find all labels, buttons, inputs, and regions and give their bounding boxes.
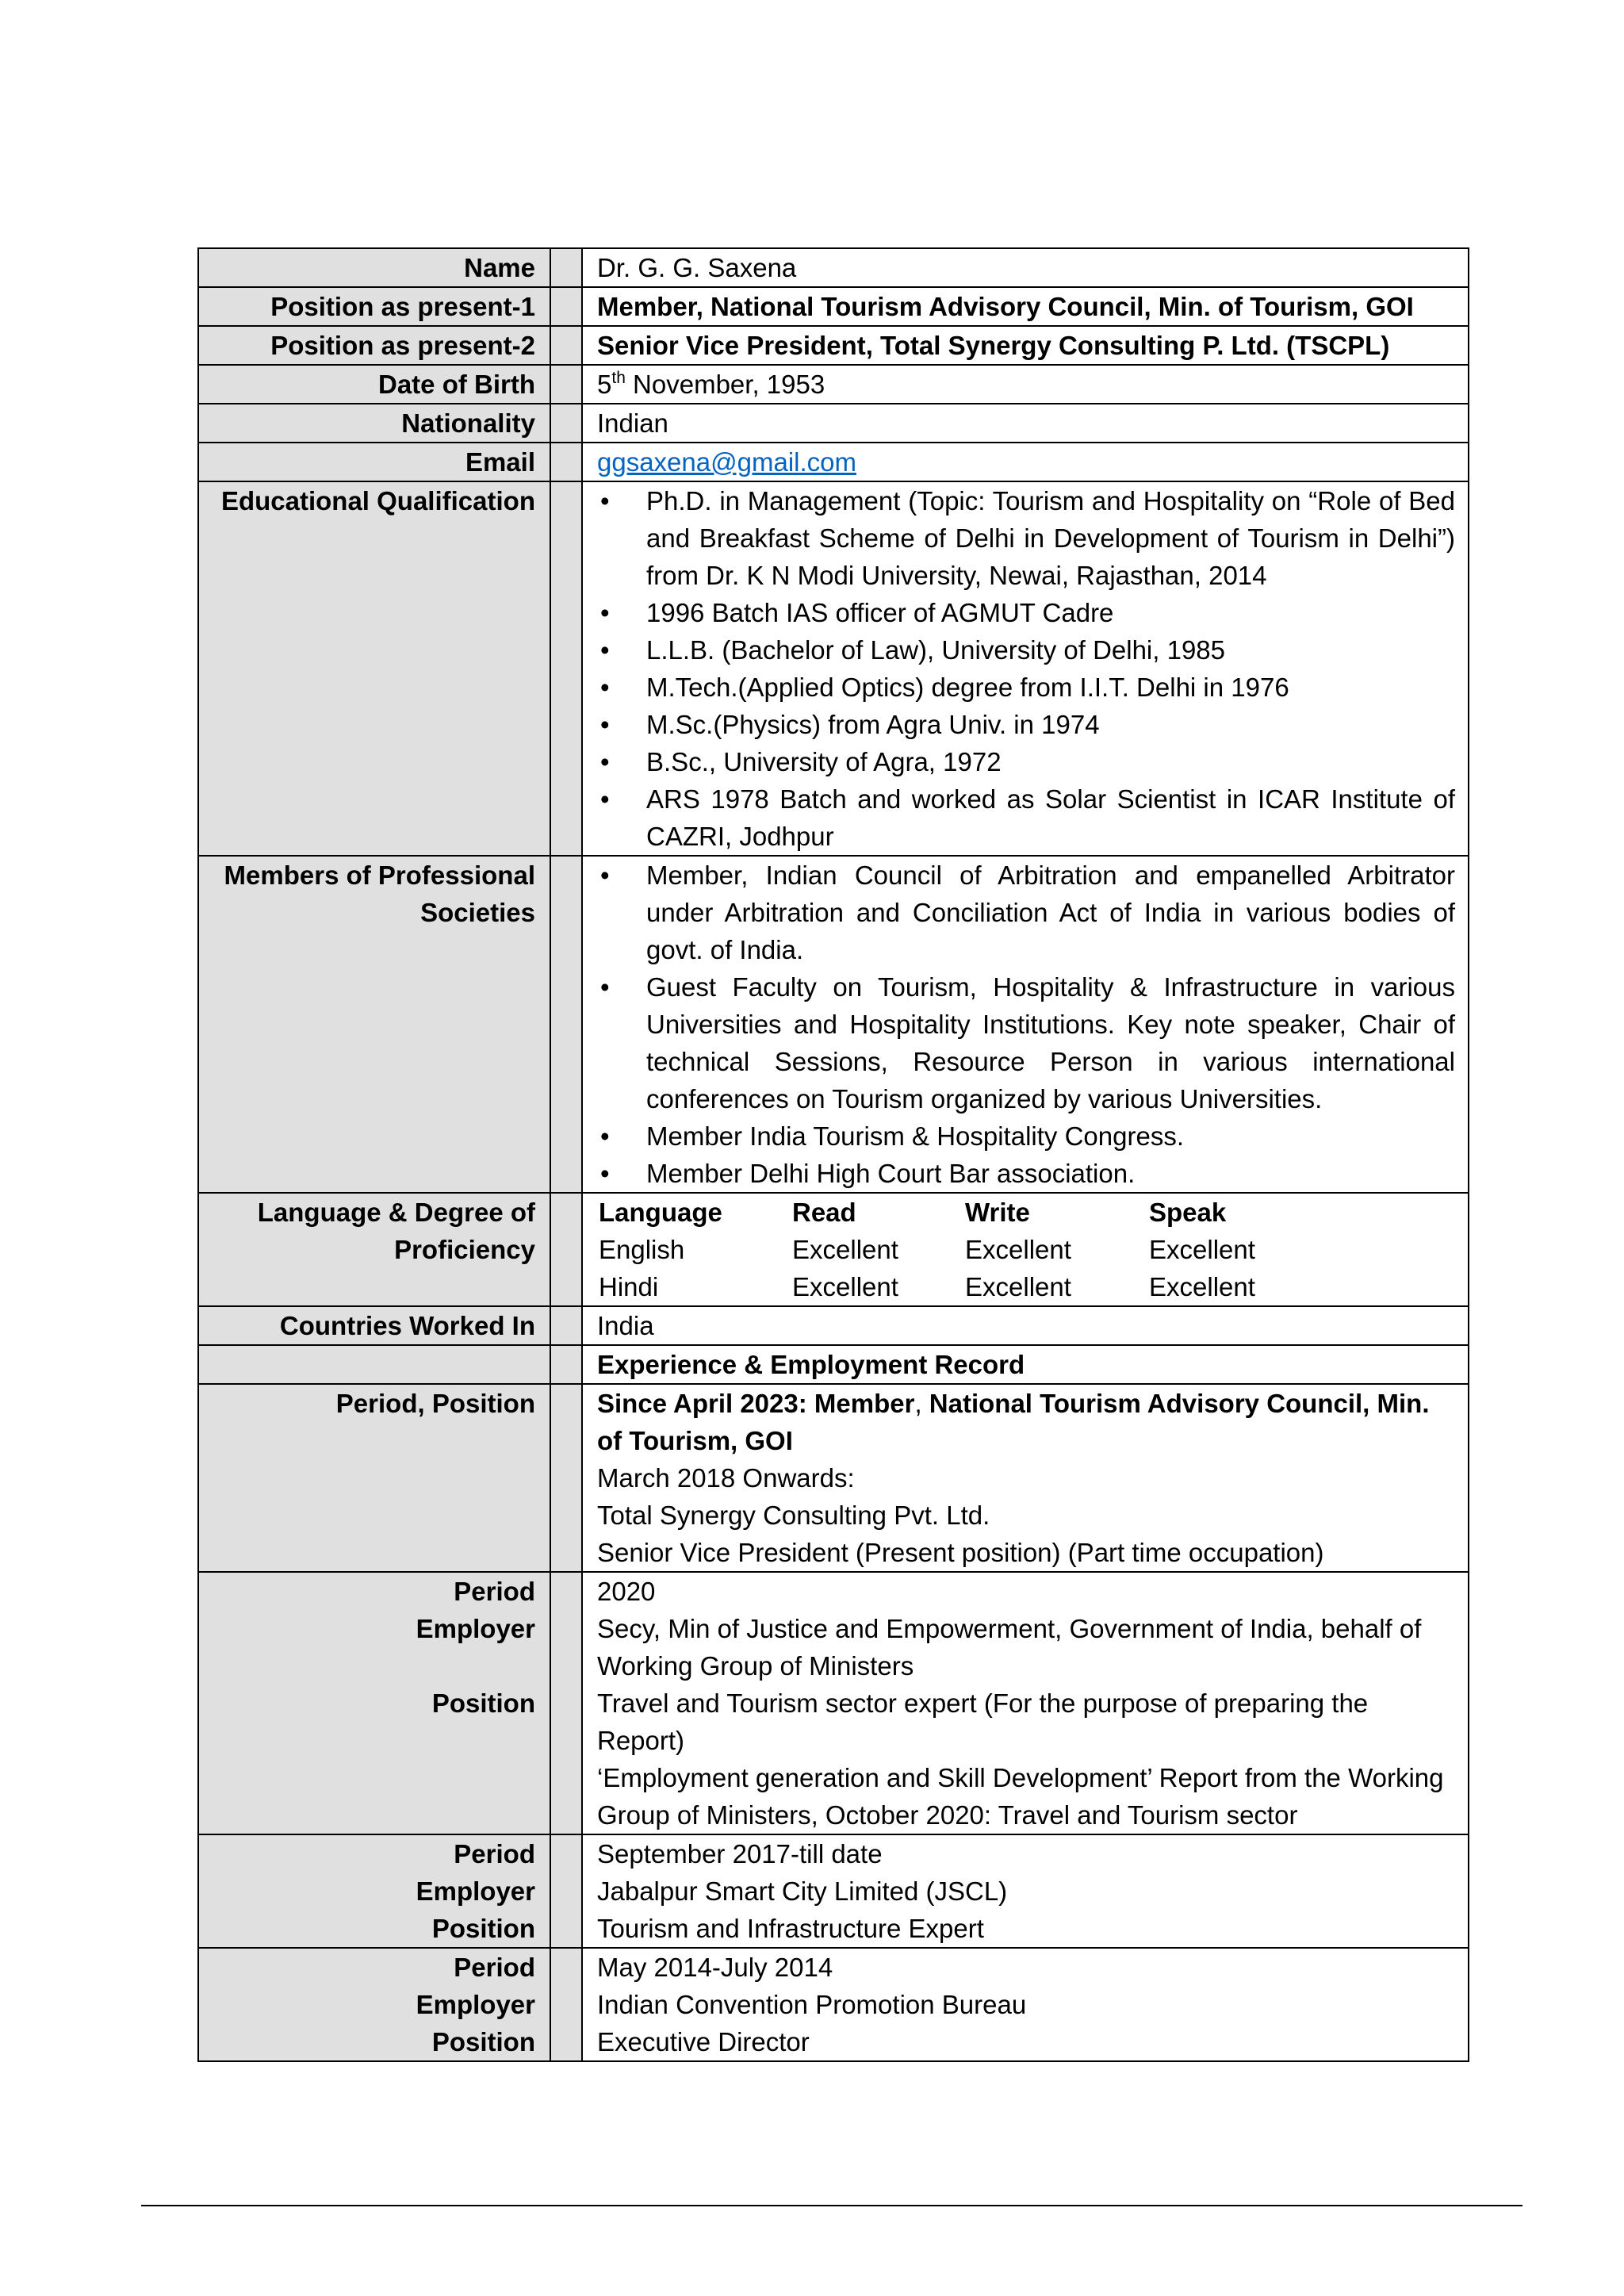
label-dob: Date of Birth	[198, 365, 550, 404]
language-cell: English	[599, 1235, 685, 1264]
row-entry-2020: Period Employer Position 2020 Secy, Min of Justice and Empowerment, Government of India, behalf of Working Group of Ministers Travel and Tourism sector expert (For the purpose of preparing the Report) ‘Employment generation and Skill Development’ Report from the Working Group of Ministers, October 2020: Travel and Tourism sector	[198, 1572, 1469, 1834]
language-cell: Excellent	[792, 1235, 898, 1264]
education-list	[597, 482, 1455, 855]
value-nationality: Indian	[582, 404, 1469, 443]
language-grid	[583, 1194, 1455, 1305]
list-item: • M.Tech.(Applied Optics) degree from I.I.T. Delhi in 1976	[597, 669, 1455, 706]
row-nationality	[198, 404, 1469, 443]
societies-list	[597, 857, 1455, 1192]
row-experience-heading	[198, 1345, 1469, 1384]
value-position-2: Senior Vice President, Total Synergy Consulting P. Ltd. (TSCPL)	[582, 326, 1469, 365]
list-item: • Member, Indian Council of Arbitration and empanelled Arbitrator under Arbitration and Conciliation Act of India in various bodies of govt. of India.	[597, 857, 1455, 968]
row-entry-icpb: Period Employer Position May 2014-July 2014 Indian Convention Promotion Bureau Executive Director	[198, 1948, 1469, 2061]
row-language	[198, 1193, 1469, 1306]
label-countries: Countries Worked In	[198, 1306, 550, 1345]
list-item: • Ph.D. in Management (Topic: Tourism and Hospitality on “Role of Bed and Breakfast Scheme of Delhi in Development of Tourism in Delhi”) from Dr. K N Modi University, Newai, Rajasthan, 2014	[597, 482, 1455, 594]
row-position-1	[198, 287, 1469, 326]
label-email: Email	[198, 443, 550, 481]
language-cell: Excellent	[1149, 1235, 1255, 1264]
language-cell: Excellent	[965, 1272, 1071, 1301]
list-item: • M.Sc.(Physics) from Agra Univ. in 1974	[597, 706, 1455, 743]
footer-rule	[141, 2205, 1522, 2206]
list-item: • 1996 Batch IAS officer of AGMUT Cadre	[597, 594, 1455, 631]
language-header: Language	[599, 1198, 722, 1227]
language-header: Write	[965, 1198, 1030, 1227]
value-position-1: Member, National Tourism Advisory Council, Min. of Tourism, GOI	[582, 287, 1469, 326]
label-nationality: Nationality	[198, 404, 550, 443]
language-header: Speak	[1149, 1198, 1227, 1227]
label-name: Name	[198, 248, 550, 287]
email-link[interactable]: ggsaxena@gmail.com	[597, 447, 856, 477]
row-email	[198, 443, 1469, 481]
list-item: • Member Delhi High Court Bar association.	[597, 1155, 1455, 1192]
language-cell: Excellent	[965, 1235, 1071, 1264]
row-position-2	[198, 326, 1469, 365]
row-name	[198, 248, 1469, 287]
row-current-position: Period, Position Since April 2023: Member, National Tourism Advisory Council, Min. of Tourism, GOI March 2018 Onwards: Total Synergy Consulting Pvt. Ltd. Senior Vice President (Present position) (Part time occupation)	[198, 1384, 1469, 1572]
label-period-position: Period, Position	[198, 1384, 550, 1572]
row-entry-jscl: Period Employer Position September 2017-till date Jabalpur Smart City Limited (JSCL) Tourism and Infrastructure Expert	[198, 1834, 1469, 1948]
list-item: • Guest Faculty on Tourism, Hospitality & Infrastructure in various Universities and Hospitality Institutions. Key note speaker, Chair of technical Sessions, Resource Person in various international conferences on Tourism organized by various Universities.	[597, 968, 1455, 1117]
language-cell: Excellent	[792, 1272, 898, 1301]
label-education: Educational Qualification	[198, 481, 550, 856]
list-item: • Member India Tourism & Hospitality Congress.	[597, 1117, 1455, 1155]
value-countries: India	[582, 1306, 1469, 1345]
label-societies: Members of Professional Societies	[198, 856, 550, 1193]
current-position-title: Since April 2023: Member, National Tourism Advisory Council, Min. of Tourism, GOI	[597, 1389, 1430, 1455]
row-societies	[198, 856, 1469, 1193]
label-position-2: Position as present-2	[198, 326, 550, 365]
value-name: Dr. G. G. Saxena	[582, 248, 1469, 287]
cv-table	[197, 247, 1469, 2062]
experience-heading: Experience & Employment Record	[582, 1345, 1469, 1384]
language-cell: Hindi	[599, 1272, 659, 1301]
row-dob	[198, 365, 1469, 404]
list-item: • ARS 1978 Batch and worked as Solar Scientist in ICAR Institute of CAZRI, Jodhpur	[597, 780, 1455, 855]
row-countries	[198, 1306, 1469, 1345]
label-language: Language & Degree of Proficiency	[198, 1193, 550, 1306]
list-item: • L.L.B. (Bachelor of Law), University of Delhi, 1985	[597, 631, 1455, 669]
language-cell: Excellent	[1149, 1272, 1255, 1301]
value-dob: 5th November, 1953	[582, 365, 1469, 404]
list-item: • B.Sc., University of Agra, 1972	[597, 743, 1455, 780]
language-header: Read	[792, 1198, 856, 1227]
label-position-1: Position as present-1	[198, 287, 550, 326]
row-education	[198, 481, 1469, 856]
